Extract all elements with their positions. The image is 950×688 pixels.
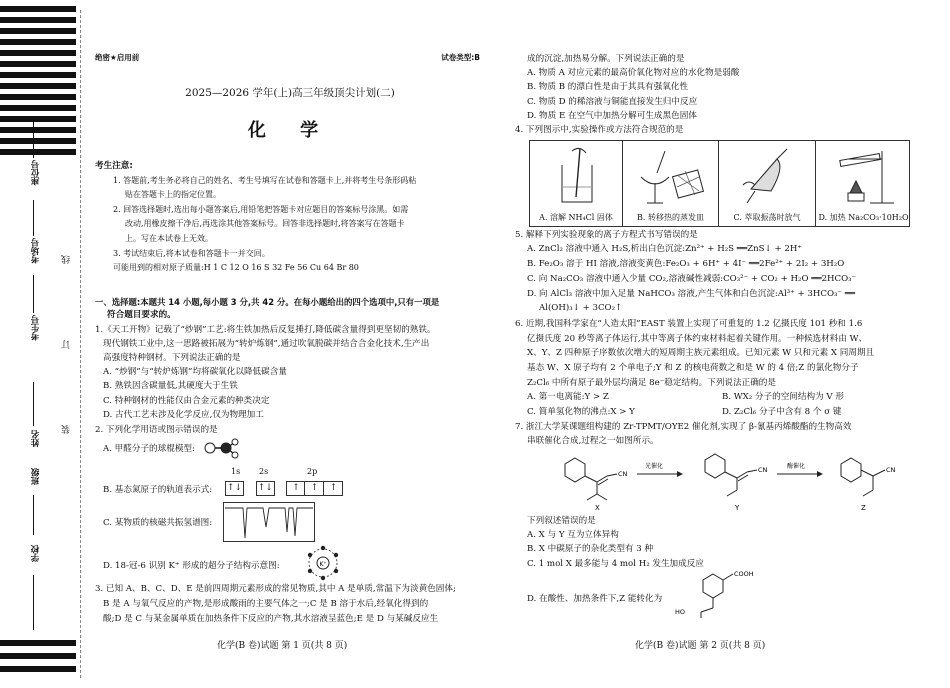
confidential-mark: 绝密★启用前 (95, 53, 140, 62)
exam-no-line (33, 275, 34, 313)
school-line (33, 575, 34, 630)
subject-title: 化 学 (247, 120, 333, 141)
paper-type: 试卷类型:B (441, 53, 480, 62)
q3-line4: 成的沉淀,加热易分解。下列说法正确的是 (527, 54, 685, 64)
margin-stripe (0, 127, 76, 133)
margin-stripe (0, 666, 76, 672)
q7-reaction-scheme (555, 452, 905, 514)
margin-stripe (0, 149, 76, 155)
potassium-label: K⁺ (319, 561, 327, 568)
q6-line3: X、Y、Z 四种原子序数依次增大的短周期主族元素组成。已知元素 W 只和元素 X 同周期且 (527, 348, 875, 358)
formaldehyde-model-image (203, 438, 239, 460)
evaporating-dish-image (635, 147, 707, 207)
margin-stripe (0, 17, 76, 23)
q1-line1: 1.《天工开物》记载了“炒钢”工艺:将生铁加热后反复捶打,降低碳含量得到更坚韧的熟铁。 (95, 325, 436, 335)
orbital-box-2p: ↑ (324, 481, 343, 496)
q7-option-c: C. 1 mol X 最多能与 4 mol H₂ 发生加成反应 (527, 559, 704, 569)
q4-cell-a (530, 141, 623, 226)
margin-stripe (0, 72, 76, 78)
q3-line3: 酸;D 是 C 与某金属单质在加热条件下反应的产物,其水溶液呈蓝色;E 是 D 与某碱反应生 (103, 614, 439, 624)
q3-option-c: C. 物质 D 的稀溶液与铜能直接发生归中反应 (527, 97, 698, 107)
q7-option-b: B. X 中碳原子的杂化类型有 3 种 (527, 544, 654, 554)
q5-option-d: D. 向 AlCl₃ 溶液中加入足量 NaHCO₃ 溶液,产生气体和白色沉淀:Al³⁺ + 3HCO₃⁻ ══ (527, 289, 856, 299)
q3-option-d: D. 物质 E 在空气中加热分解可生成黑色固体 (527, 111, 697, 121)
q5-option-b: B. Fe₂O₃ 溶于 HI 溶液,溶液变黄色:Fe₂O₃ + 6H⁺ + 4I⁻ ══2Fe²⁺ + 2I₂ + 3H₂O (527, 259, 845, 269)
orbital-box-2s: ↑↓ (256, 481, 275, 496)
orbital-2s-label: 2s (259, 467, 269, 476)
exam-no-label: 考生号 (31, 315, 41, 341)
note-3: 3. 考试结束后,将本试卷和答题卡一并交回。 (113, 249, 270, 258)
margin-stripe (0, 640, 76, 646)
q4-cell-d (816, 141, 911, 226)
margin-stripe (0, 50, 76, 56)
q5-stem: 5. 解释下列实验现象的离子方程式书写错误的是 (515, 230, 698, 240)
heating-tube-image (830, 145, 900, 207)
q7-stem2: 下列叙述错误的是 (527, 516, 596, 526)
q1-line2: 现代钢铁工业中,这一思路被拓展为“转炉炼钢”,通过吹氧脱碳并结合合金化技术,生产出 (103, 339, 430, 349)
class-label: 班级 (31, 468, 41, 485)
orbital-diagram (225, 481, 343, 496)
q7-line2: 串联催化合成,过程之一如图所示。 (527, 436, 659, 446)
q4-caption-a: A. 溶解 NH₄Cl 固体 (539, 213, 613, 223)
q2-option-b: B. 基态氮原子的轨道表示式: (103, 485, 213, 495)
margin-stripe (0, 138, 76, 144)
q7-product-structure (673, 568, 763, 620)
nmr-spectrum-image (223, 502, 315, 542)
arrow-enzyme-label: 酶催化 (787, 463, 806, 470)
q3-line2: B 是 A 与氧气反应的产物,是形成酸雨的主要气体之一;C 是 B 溶于水后,经氧化得到的 (103, 599, 429, 609)
atomic-masses: 可能用到的相对原子质量:H 1 C 12 O 16 S 32 Fe 56 Cu 64 Br 80 (113, 263, 359, 272)
binding-dashed-line (80, 10, 81, 678)
q2-option-c: C. 某物质的核磁共振氢谱图: (103, 518, 213, 528)
margin-stripe (0, 61, 76, 67)
q4-stem: 4. 下列图示中,实验操作或方法符合规范的是 (515, 125, 684, 135)
arrow-photocatalysis-label: 光催化 (645, 463, 664, 470)
school-label: 学校 (31, 545, 41, 562)
q6-line1: 6. 近期,我国科学家在“人造太阳”EAST 装置上实现了可重复的 1.2 亿摄氏度 101 秒和 1.6 (515, 319, 863, 329)
margin-stripe (0, 116, 76, 122)
exam-room-label: 考场号 (31, 238, 41, 264)
q1-option-b: B. 熟铁因含碳量低,其硬度大于生铁 (103, 381, 238, 391)
section1-heading: 一、选择题:本题共 14 小题,每小题 3 分,共 42 分。在每小题给出的四个选项中,只有一项是 (95, 297, 440, 307)
page-1-footer: 化学(B 卷)试题 第 1 页(共 8 页) (217, 641, 348, 651)
margin-stripe (0, 6, 76, 12)
q4-caption-b: B. 转移热的蒸发皿 (637, 213, 704, 223)
orbital-box-2p: ↑ (286, 481, 305, 496)
page-2-footer: 化学(B 卷)试题 第 2 页(共 8 页) (635, 641, 766, 651)
class-line (33, 495, 34, 535)
exam-room-line (33, 200, 34, 236)
note-1a: 1. 答题前,考生务必将自己的姓名、考生号填写在试卷和答题卡上,并将考生号条形码粘 (113, 176, 417, 185)
exam-title: 2025—2026 学年(上)高三年级顶尖计划(二) (185, 87, 395, 99)
compound-z-label: Z (861, 504, 866, 512)
name-line (33, 382, 34, 426)
q6-option-d: D. Z₂Cl₆ 分子中含有 8 个 σ 键 (722, 407, 842, 417)
q4-caption-c: C. 萃取振荡时放气 (733, 213, 801, 223)
q5-option-c: C. 向 Na₂CO₃ 溶液中通入少量 CO₂,溶液碱性减弱:CO₃²⁻ + CO₂ + H₂O ══2HCO₃⁻ (527, 274, 857, 284)
q6-line5: Z₂Cl₆ 中所有原子最外层均满足 8e⁻稳定结构。下列说法正确的是 (527, 378, 776, 388)
q3-option-a: A. 物质 A 对应元素的最高价氧化物对应的水化物是弱酸 (527, 68, 740, 78)
q1-option-c: C. 特种钢材的性能仅由合金元素的种类决定 (103, 396, 270, 406)
seat-label: 座位号 (31, 160, 41, 186)
q7-option-a: A. X 与 Y 互为立体异构 (527, 530, 619, 540)
q7-line1: 7. 浙江大学某课题组构建的 Zr-TPMT/OYE2 催化剂,实现了 β-氰基丙烯酸酯的生物高效 (515, 422, 852, 432)
orbital-1s-label: 1s (231, 467, 241, 476)
line-label: 线 (62, 255, 72, 264)
crown-ether-image (303, 545, 343, 581)
margin-stripe (0, 28, 76, 34)
orbital-box-2p: ↑ (305, 481, 324, 496)
ho-label: HO (675, 608, 686, 616)
margin-stripe (0, 39, 76, 45)
q7-option-d: D. 在酸性、加热条件下,Z 能转化为 (527, 594, 663, 604)
q1-option-d: D. 古代工艺未涉及化学反应,仅为物理加工 (103, 410, 264, 420)
beaker-dissolve-image (550, 147, 604, 207)
q3-line1: 3. 已知 A、B、C、D、E 是前四周期元素形成的常见物质,其中 A 是单质,常温下为淡黄色固体; (95, 584, 456, 594)
seat-line (33, 118, 34, 158)
q4-caption-d: D. 加热 Na₂CO₃·10H₂O (818, 213, 909, 223)
z-cn-label: CN (886, 466, 896, 474)
q2-stem: 2. 下列化学用语或图示错误的是 (95, 425, 218, 435)
orbital-box-1s: ↑↓ (225, 481, 244, 496)
q3-option-b: B. 物质 B 的漂白性是由于其具有强氧化性 (527, 82, 689, 92)
q4-cell-b (623, 141, 719, 226)
note-2b: 改动,用橡皮擦干净后,再选涂其他答案标号。回答非选择题时,将答案写在答题卡 (125, 219, 405, 228)
margin-stripe (0, 105, 76, 111)
seal-label: 订 (62, 340, 72, 349)
q4-figure-table (529, 140, 910, 227)
note-1b: 贴在答题卡上的指定位置。 (125, 190, 221, 199)
q1-line3: 高强度特种钢材。下列说法正确的是 (103, 353, 241, 363)
q2-option-a: A. 甲醛分子的球棍模型: (103, 444, 195, 454)
q6-option-b: B. WX₂ 分子的空间结构为 V 形 (722, 392, 844, 402)
q5-option-d-cont: Al(OH)₃↓ + 3CO₂↑ (539, 303, 623, 313)
compound-y-label: Y (735, 504, 740, 512)
separatory-funnel-image (737, 145, 799, 207)
margin-stripe (0, 83, 76, 89)
q5-option-a: A. ZnCl₂ 溶液中通入 H₂S,析出白色沉淀:Zn²⁺ + H₂S ══ZnS↓ + 2H⁺ (527, 244, 802, 254)
bind-label: 装 (62, 425, 72, 434)
binding-margin (0, 0, 95, 688)
q2-option-d: D. 18-冠-6 识别 K⁺ 形成的超分子结构示意图: (103, 561, 280, 571)
x-cn-label: CN (618, 470, 628, 478)
q6-option-a: A. 第一电离能:Y > Z (527, 392, 609, 402)
note-2a: 2. 回答选择题时,选出每小题答案后,用铅笔把答题卡对应题目的答案标号涂黑。如需 (113, 205, 409, 214)
compound-x-label: X (595, 504, 600, 512)
cooh-label: COOH (734, 570, 754, 578)
q6-line2: 亿摄氏度 20 秒等离子体运行,其中等离子体约束材料起着关键作用。一种候选材料由 W、 (527, 334, 868, 344)
margin-stripe (0, 653, 76, 659)
orbital-2p-label: 2p (307, 467, 318, 476)
margin-stripe (0, 94, 76, 100)
name-label: 姓名 (31, 430, 41, 447)
q4-cell-c (719, 141, 816, 226)
q6-option-c: C. 简单氢化物的沸点:X > Y (527, 407, 635, 417)
q6-line4: 基态 W、X 原子均有 2 个单电子;Y 和 Z 的核电荷数之和是 W 的 4 倍;Z 的氯化物分子 (527, 363, 859, 373)
note-2c: 上。写在本试卷上无效。 (125, 234, 213, 243)
notes-heading: 考生注意: (95, 161, 133, 171)
q1-option-a: A. “炒钢”与“转炉炼钢”均将碳氧化以降低碳含量 (103, 367, 287, 377)
y-cn-label: CN (758, 466, 768, 474)
section1-heading-b: 符合题目要求的。 (107, 310, 176, 320)
